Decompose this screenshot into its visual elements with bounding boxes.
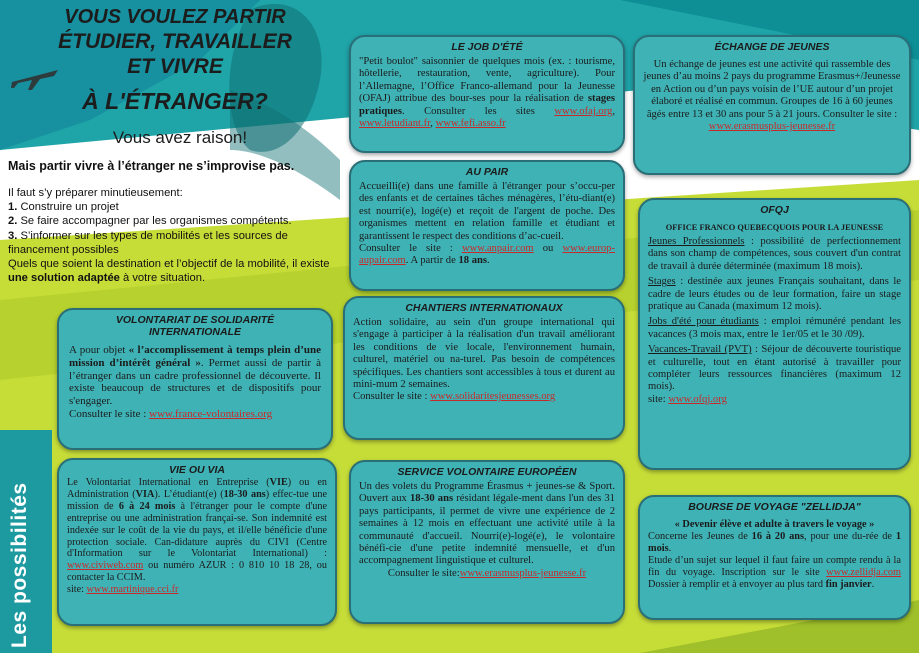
headline-subtitle: Vous avez raison! <box>112 128 248 147</box>
headline-line-1: VOUS VOULEZ PARTIR <box>64 6 286 28</box>
card-title: VOLONTARIAT DE SOLIDARITÉ INTERNATIONALE <box>115 314 275 338</box>
intro-text <box>8 158 348 285</box>
card-echange <box>633 35 911 175</box>
link-cci-martinique[interactable]: www.martinique.cci.fr <box>86 584 179 596</box>
link-europ-aupair[interactable]: www.europ-aupair.com <box>359 243 615 267</box>
headline-line-2: ÉTUDIER, TRAVAILLER <box>58 30 292 53</box>
card-bourse-zellidja <box>638 495 911 620</box>
card-body: A pour objet « l’accomplissement à temps plein d’une mission d’intérêt général ». Permet aussi de partir à l’étranger dans un cadre professionnel de découverte. Il existe beaucoup de structures et de dispositifs pour s'engager. Consulter le site : www.france-volontaires.org <box>69 344 322 420</box>
link-ofaj[interactable]: www.ofaj.org <box>554 105 613 117</box>
intro-lead: Mais partir vivre à l’étranger ne s’improvise pas. <box>8 159 295 173</box>
card-subtitle: OFFICE FRANCO QUEBECQUOIS POUR LA JEUNESSE <box>665 223 884 232</box>
card-body: Un échange de jeunes est une activité qui rassemble des jeunes d’au moins 2 pays du programme Erasmus+/Jeunesse en Action ou d’un pays voisin de l’UE autour d’un projet élaboré et réalisé en commun. Groupes de 16 à 60 jeunes âgés entre 13 et 30 ans pour 5 à 21 jours. Consulter le site : www.erasmusplus-jeunesse.fr <box>643 59 901 133</box>
card-title: OFQJ <box>760 204 789 216</box>
intro-paragraph: Il faut s’y préparer minutieusement: <box>8 187 183 199</box>
card-title: VIE OU VIA <box>168 464 225 476</box>
link-anpair[interactable]: www.anpair.com <box>461 243 534 255</box>
card-ofqj <box>638 198 911 470</box>
link-erasmusplus-2[interactable]: www.erasmusplus-jeunesse.fr <box>708 121 836 133</box>
headline-line-4: À L'ÉTRANGER? <box>82 88 268 114</box>
link-zellidja[interactable]: www.zellidja.com <box>826 567 901 578</box>
card-job-ete <box>349 35 625 153</box>
card-body: Jeunes Professionnels : possibilité de perfectionnement dans son champ de compétences, sous couvert d'un contrat de travail à durée déterminée (maximum 18 mois). Stages : destinée aux jeunes Français souhaitant, dans le cadre de leurs études ou de leur formation, faire un stage pratique au Canada (maximum 12 mois). Jobs d'été pour étudiants : emploi rémunéré pendant les vacances (3 mois max, entre le 1er/05 et le 30 /09). Vacances-Travail (PVT) : Séjour de découverte touristique et culturelle, tout en étant autorisé à travailler pour compléter leurs ressources financières (maximum 12 mois). site: www.ofqj.org <box>648 236 902 405</box>
link-france-volontaires[interactable]: www.france-volontaires.org <box>149 407 273 420</box>
card-body: « Devenir élève et adulte à travers le voyage » Concerne les Jeunes de 16 à 20 ans, pour une du-rée de 1 mois. Etude d’un sujet sur lequel il faut faire un compte rendu à la fin du voyage. Inscription sur le site www.zellidja.com Dossier à remplir et à envoyer au plus tard fin janvier. <box>648 519 901 590</box>
card-chantiers <box>343 296 625 440</box>
card-body: Un des volets du Programme Érasmus + jeunes-se & Sport. Ouvert aux 18-30 ans résidant légale-ment dans l'un des 31 pays participants, il permet de vivre une expérience de 2 semaines à 12 mois en effectuant une activité utile à la communauté d'accueil. Nourri(e)-logé(e), le volontaire bénéfi-cie d'une petite indemnité mensuelle, et d'un accompagnement linguistique et culturel. Consulter le site:www.erasmusplus-jeunesse.fr <box>359 481 615 579</box>
card-body: Accueilli(e) dans une famille à l'étranger pour s’occu-per des enfants et de certaines tâches ménagères, l’étu-diant(e) est nourri(e), logé(e) et reçoit de l'argent de poche. Des organismes mettent en relation famille et étudiant et garantissent le respect des conditions d’ac-cueil. Consulter le site : www.anpair.com ou www.europ-aupair.com. A partir de 18 ans. <box>359 181 615 267</box>
intro-step-2: 2. Se faire accompagner par les organismes compétents. <box>8 215 292 228</box>
link-fefi[interactable]: www.fefi.asso.fr <box>435 118 506 130</box>
card-body: Action solidaire, au sein d'un groupe international qui s'engage à participer à la réalisation d'un travail améliorant les conditions de vie locale, l'environnement humain, culturel, matériel ou na-turel. Pas besoin de compétences spécifiques. Les chantiers sont accessibles à tous et durent au mini-mum 2 semaines. Consulter le site : www.solidaritesjeunesses.org <box>353 317 615 403</box>
card-title: SERVICE VOLONTAIRE EUROPÉEN <box>397 466 577 478</box>
link-letudiant[interactable]: www.letudiant.fr <box>359 118 431 130</box>
card-au-pair <box>349 160 625 291</box>
intro-step-1: 1. Construire un projet <box>8 201 119 214</box>
card-title: BOURSE DE VOYAGE "ZELLIDJA" <box>688 501 861 513</box>
link-solidarites[interactable]: www.solidaritesjeunesses.org <box>430 391 556 403</box>
intro-step-3: 3. S’informer sur les types de mobilités et les sources de financement possibles <box>8 229 288 256</box>
headline-line-3: ET VIVRE <box>127 55 223 78</box>
card-title: CHANTIERS INTERNATIONAUX <box>405 302 563 314</box>
card-sve <box>349 460 625 624</box>
card-volontariat <box>57 308 333 450</box>
card-title: AU PAIR <box>465 166 509 178</box>
link-ofqj[interactable]: www.ofqj.org <box>668 393 727 405</box>
card-body: Le Volontariat International en Entreprise (VIE) ou en Administration (VIA). L’étudiant(e) (18-30 ans) effec-tue une mission de 6 à 24 mois à l'étranger pour le compte d'une entreprise ou une administration françai-se. Son indemnité est indexée sur le coût de la vie du pays, et il/elle bénéficie d'une protection sociale. Can-didature auprès du CIVI (Centre d'Information sur le Volontariat International) : www.civiweb.com ou numéro AZUR : 0 810 10 18 28, ou contacter la CCIM. site: www.martinique.cci.fr <box>67 477 327 596</box>
card-body: "Petit boulot" saisonnier de quelques mois (ex. : tourisme, hôtellerie, restauration, vente, agriculture). Pour l’Allemagne, l’Office Franco-allemand pour la Jeunesse (OFAJ) attribue des bour-ses pour la réalisation de stages pratiques. Consulter les sites www.ofaj.org, www.letudiant.fr, www.fefi.asso.fr <box>359 56 615 130</box>
link-erasmusplus[interactable]: www.erasmusplus-jeunesse.fr <box>459 567 587 579</box>
side-label: Les possibilités <box>8 482 31 648</box>
card-title: LE JOB D'ÉTÉ <box>451 41 523 53</box>
card-title: ÉCHANGE DE JEUNES <box>714 41 830 53</box>
link-civiweb[interactable]: www.civiweb.com <box>67 560 144 572</box>
intro-conclusion: Quels que soient la destination et l’objectif de la mobilité, il existe une solution adaptée à votre situation. <box>8 258 330 285</box>
card-vie-via <box>57 458 337 626</box>
